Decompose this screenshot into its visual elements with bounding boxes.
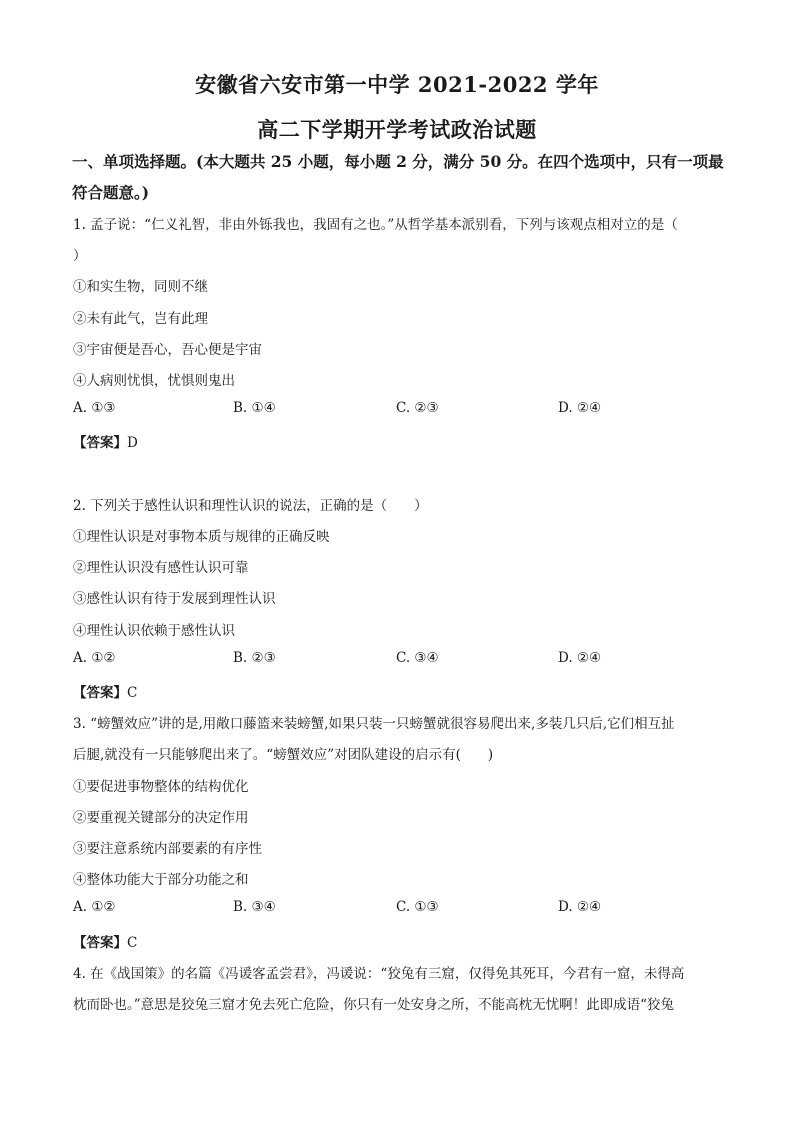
question-2-option-d: D. ②④ [558, 650, 602, 666]
question-4-stem: 4. 在《战国策》的名篇《冯谖客孟尝君》，冯谖说：“狡兔有三窟，仅得免其死耳，今君有一窟，未得高 [73, 966, 685, 982]
question-1-option-b: B. ①④ [233, 400, 276, 416]
question-3-option-a: A. ①② [73, 899, 116, 915]
question-1-statement-4: ④人病则忧惧，忧惧则鬼出 [73, 373, 235, 389]
question-1-statement-3: ③宇宙便是吾心，吾心便是宇宙 [73, 342, 262, 358]
question-2-option-c: C. ③④ [396, 650, 439, 666]
answer-tag: 【答案】 [73, 935, 127, 951]
question-4-stem-cont: 枕而卧也。”意思是狡兔三窟才免去死亡危险，你只有一处安身之所，不能高枕无忧啊！此即成语“狡兔 [73, 997, 675, 1013]
answer-tag: 【答案】 [73, 435, 127, 451]
question-2-stem: 2. 下列关于感性认识和理性认识的说法，正确的是（ ） [73, 498, 428, 514]
question-1-statement-1: ①和实生物，同则不继 [73, 279, 208, 295]
question-3-answer [73, 931, 137, 951]
answer-value: C [127, 685, 138, 701]
answer-tag: 【答案】 [73, 685, 127, 701]
document-subtitle: 高二下学期开学考试政治试题 [257, 117, 537, 142]
question-3-statement-1: ①要促进事物整体的结构优化 [73, 779, 249, 795]
question-2-statement-4: ④理性认识依赖于感性认识 [73, 623, 235, 639]
question-1-option-d: D. ②④ [558, 400, 602, 416]
question-2-statement-3: ③感性认识有待于发展到理性认识 [73, 591, 276, 607]
question-1-stem: 1. 孟子说：“仁义礼智，非由外铄我也，我固有之也。”从哲学基本派别看，下列与该观点相对立的是（ [73, 217, 678, 233]
question-1-answer [73, 431, 138, 451]
question-3-option-c: C. ①③ [396, 899, 439, 915]
question-3-statement-4: ④整体功能大于部分功能之和 [73, 872, 249, 888]
answer-value: D [127, 435, 138, 451]
question-3-stem: 3. “螃蟹效应”讲的是,用敞口藤篮来装螃蟹,如果只装一只螃蟹就很容易爬出来,多装几只后,它们相互扯 [73, 716, 675, 732]
question-1-stem-end: ） [73, 248, 87, 264]
question-2-option-b: B. ②③ [233, 650, 276, 666]
question-2-answer [73, 681, 137, 701]
section-heading: 一、单项选择题。(本大题共 25 小题，每小题 2 分，满分 50 分。在四个选项中，只有一项最符合题意。) [72, 152, 724, 202]
question-1-option-c: C. ②③ [396, 400, 439, 416]
question-2-statement-2: ②理性认识没有感性认识可靠 [73, 560, 249, 576]
answer-value: C [127, 935, 138, 951]
question-2-option-a: A. ①② [73, 650, 116, 666]
question-3-statement-2: ②要重视关键部分的决定作用 [73, 810, 249, 826]
question-1-statement-2: ②未有此气，岂有此理 [73, 311, 208, 327]
question-2-statement-1: ①理性认识是对事物本质与规律的正确反映 [73, 529, 330, 545]
question-3-statement-3: ③要注意系统内部要素的有序性 [73, 841, 262, 857]
document-title: 安徽省六安市第一中学 2021-2022 学年 [195, 72, 599, 97]
question-3-stem-cont: 后腿,就没有一只能够爬出来了。“螃蟹效应”对团队建设的启示有( ) [73, 747, 494, 763]
question-3-option-b: B. ③④ [233, 899, 276, 915]
question-3-option-d: D. ②④ [558, 899, 602, 915]
question-1-option-a: A. ①③ [73, 400, 116, 416]
